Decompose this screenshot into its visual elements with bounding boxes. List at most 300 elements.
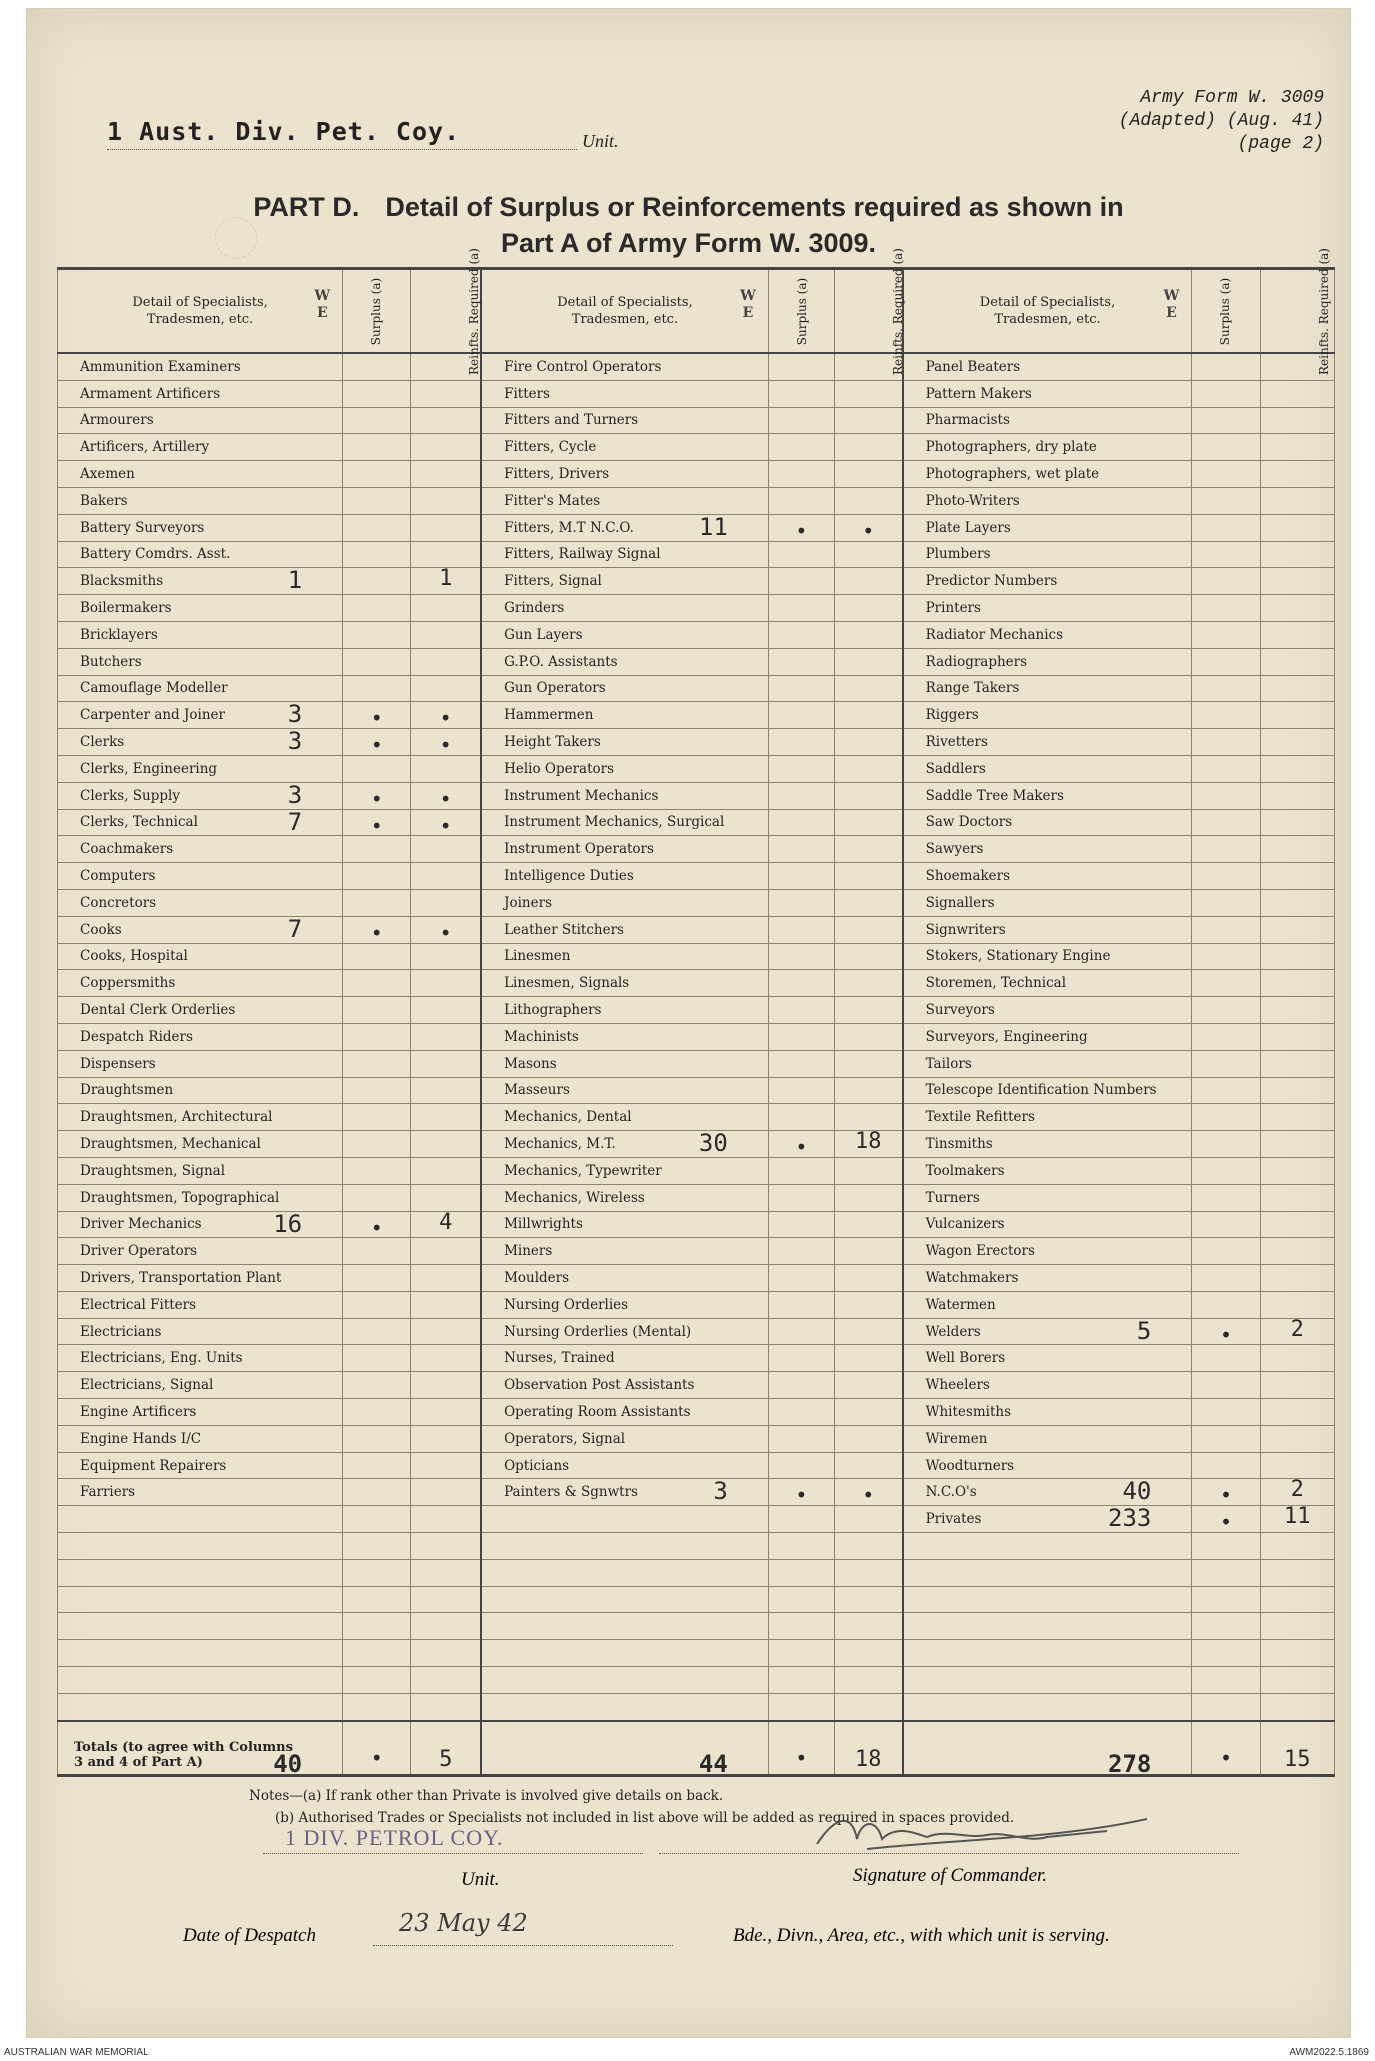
trade-name: Clerks, Technical [80, 814, 198, 831]
trade-cell [58, 863, 343, 890]
surplus-cell [343, 1050, 411, 1077]
reinfts-cell [411, 1399, 481, 1426]
reinfts-cell [1260, 1238, 1334, 1265]
surplus-cell [343, 514, 411, 541]
trade-name: Instrument Mechanics, Surgical [504, 814, 725, 831]
reinfts-cell [1260, 1104, 1334, 1131]
trade-name: Nursing Orderlies [504, 1296, 629, 1313]
surplus-cell [343, 487, 411, 514]
reinfts-cell [411, 380, 481, 407]
header-surplus-text: Surplus (a) [795, 277, 810, 345]
surplus-cell [343, 1131, 411, 1158]
header-reinfts [1260, 247, 1334, 375]
trade-cell [58, 1104, 343, 1131]
surplus-cell [1192, 1452, 1260, 1479]
unit-underline [107, 149, 577, 150]
trade-cell [58, 836, 343, 863]
surplus-cell [768, 1131, 834, 1158]
reinfts-cell [411, 461, 481, 488]
trade-name: Millwrights [504, 1216, 583, 1233]
reinfts-cell [1260, 1291, 1334, 1318]
totals-reinfts-cell [834, 1721, 902, 1776]
surplus-cell [768, 863, 834, 890]
reinfts-cell [411, 1104, 481, 1131]
trade-cell [58, 595, 343, 622]
surplus-cell [1192, 916, 1260, 943]
trade-cell [58, 916, 343, 943]
trade-cell [58, 809, 343, 836]
trade-cell [903, 1131, 1192, 1158]
trade-cell [58, 729, 343, 756]
surplus-cell [1192, 809, 1260, 836]
surplus-cell [1192, 595, 1260, 622]
reinfts-cell [834, 836, 902, 863]
reinfts-cell [411, 836, 481, 863]
trade-cell [481, 1533, 768, 1560]
trade-name: Electrical Fitters [80, 1296, 197, 1313]
trade-cell [58, 1452, 343, 1479]
reinfts-cell [834, 755, 902, 782]
trade-name: Textile Refitters [925, 1109, 1035, 1126]
trade-name: Privates [925, 1511, 982, 1528]
header-detail-line1: Detail of Specialists, [979, 295, 1116, 310]
surplus-mark: • [370, 733, 383, 758]
trade-name: Rivetters [925, 734, 988, 751]
trade-cell [481, 1613, 768, 1640]
trade-cell [481, 1238, 768, 1265]
reinfts-cell [834, 1050, 902, 1077]
trade-name: Wagon Erectors [925, 1243, 1035, 1260]
trade-name: Nursing Orderlies (Mental) [504, 1323, 692, 1340]
reinfts-cell [411, 1131, 481, 1158]
surplus-cell [343, 1104, 411, 1131]
trade-cell [481, 487, 768, 514]
reinfts-cell [834, 1586, 902, 1613]
note-b: (b) Authorised Trades or Specialists not included in list above will be added as required in spaces provided. [275, 1810, 1015, 1826]
header-e: E [1166, 305, 1177, 321]
trade-cell [481, 380, 768, 407]
reinfts-cell [1260, 1077, 1334, 1104]
surplus-cell [343, 1291, 411, 1318]
trade-name: Opticians [504, 1457, 570, 1474]
trade-name: Draughtsmen, Signal [80, 1162, 226, 1179]
trade-cell [481, 1265, 768, 1292]
surplus-cell [768, 1104, 834, 1131]
surplus-cell [1192, 487, 1260, 514]
surplus-cell [1192, 1586, 1260, 1613]
header-surplus-text: Surplus (a) [369, 277, 384, 345]
surplus-cell [1192, 1372, 1260, 1399]
trade-cell [481, 863, 768, 890]
header-e: E [316, 305, 328, 321]
table-row [58, 1559, 1335, 1586]
trade-name: Boilermakers [80, 600, 172, 617]
table-row [58, 595, 1335, 622]
trade-cell [58, 970, 343, 997]
reinfts-cell [411, 863, 481, 890]
reinfts-cell [1260, 1452, 1334, 1479]
table-row [58, 621, 1335, 648]
trade-cell [903, 1533, 1192, 1560]
surplus-cell [343, 1265, 411, 1292]
totals-surplus: • [1219, 1745, 1232, 1770]
trade-name: Despatch Riders [80, 1028, 193, 1045]
surplus-mark: • [370, 706, 383, 731]
trade-cell [481, 1372, 768, 1399]
trade-cell [58, 1586, 343, 1613]
trade-cell [481, 916, 768, 943]
reinfts-cell [411, 729, 481, 756]
trade-name: Draughtsmen, Mechanical [80, 1136, 261, 1152]
surplus-cell [768, 1693, 834, 1720]
surplus-cell [1192, 1265, 1260, 1292]
trade-name: Watermen [925, 1296, 996, 1313]
trade-cell [481, 1399, 768, 1426]
totals-row [58, 1721, 1335, 1776]
reinfts-cell [1260, 997, 1334, 1024]
form-ref-line: (Adapted) (Aug. 41) [1118, 111, 1324, 131]
surplus-cell [343, 1667, 411, 1694]
trade-name: Engine Artificers [80, 1403, 197, 1420]
trade-cell [903, 1157, 1192, 1184]
form-reference [1119, 87, 1324, 156]
reinfts-cell [411, 514, 481, 541]
surplus-cell [1192, 434, 1260, 461]
trade-cell [481, 675, 768, 702]
surplus-cell [343, 916, 411, 943]
reinfts-cell [411, 621, 481, 648]
trade-name: Photo-Writers [925, 492, 1020, 509]
surplus-cell [343, 1640, 411, 1667]
trade-name: Butchers [80, 653, 142, 670]
table-row [58, 1104, 1335, 1131]
trade-cell [58, 1157, 343, 1184]
surplus-cell [343, 434, 411, 461]
trade-cell [903, 595, 1192, 622]
trade-name: Well Borers [925, 1350, 1006, 1367]
table-row [58, 782, 1335, 809]
trade-cell [903, 1479, 1192, 1506]
trade-name: Joiners [504, 894, 553, 911]
trade-name: Sawyers [925, 841, 984, 858]
trade-cell [481, 434, 768, 461]
surplus-cell [768, 1184, 834, 1211]
surplus-cell [343, 1479, 411, 1506]
strength-value: 7 [287, 914, 303, 943]
surplus-cell [343, 353, 411, 380]
trade-cell [481, 1023, 768, 1050]
reinfts-cell [834, 1667, 902, 1694]
trade-name: Photographers, wet plate [925, 466, 1100, 483]
reinfts-cell [411, 407, 481, 434]
reinfts-cell [1260, 434, 1334, 461]
trade-name: Fitters, Cycle [504, 439, 597, 456]
reinfts-cell [834, 353, 902, 380]
surplus-cell [768, 595, 834, 622]
reinfts-cell [411, 1613, 481, 1640]
table-row [58, 729, 1335, 756]
reinfts-cell [411, 541, 481, 568]
trade-cell [58, 1077, 343, 1104]
reinfts-cell [834, 514, 902, 541]
trade-name: N.C.O's [925, 1484, 977, 1501]
trade-name: Welders [925, 1323, 981, 1340]
strength-value: 3 [287, 700, 303, 729]
surplus-cell [343, 1211, 411, 1238]
trade-cell [58, 1640, 343, 1667]
reinfts-cell [411, 1211, 481, 1238]
surplus-cell [1192, 889, 1260, 916]
reinfts-cell [1260, 1425, 1334, 1452]
table-row [58, 568, 1335, 595]
reinfts-cell [834, 889, 902, 916]
reinfts-cell [411, 1077, 481, 1104]
totals-reinfts: 5 [439, 1746, 453, 1772]
reinfts-cell [411, 1640, 481, 1667]
surplus-cell [343, 461, 411, 488]
reinfts-cell [1260, 461, 1334, 488]
reinfts-cell [834, 648, 902, 675]
date-value: 23 May 42 [399, 1909, 528, 1937]
surplus-cell [768, 1023, 834, 1050]
surplus-cell [768, 353, 834, 380]
reinfts-cell [1260, 1506, 1334, 1533]
trade-cell [903, 1345, 1192, 1372]
trade-cell [481, 1452, 768, 1479]
trade-name: Bakers [80, 492, 128, 509]
reinfts-cell [411, 889, 481, 916]
table-row [58, 1533, 1335, 1560]
reinfts-cell [411, 997, 481, 1024]
surplus-cell [1192, 675, 1260, 702]
surplus-cell [1192, 1157, 1260, 1184]
reinfts-cell [411, 970, 481, 997]
trade-cell [58, 1506, 343, 1533]
trade-cell [58, 1667, 343, 1694]
reinfts-cell [834, 621, 902, 648]
reinfts-cell [1260, 675, 1334, 702]
reinfts-cell [1260, 407, 1334, 434]
trade-name: Artificers, Artillery [80, 439, 210, 456]
trade-name: Fitters, Drivers [504, 466, 610, 483]
trade-name: Driver Operators [80, 1243, 198, 1260]
trade-cell [903, 943, 1192, 970]
surplus-cell [343, 568, 411, 595]
surplus-cell [768, 1399, 834, 1426]
trade-cell [903, 1265, 1192, 1292]
reinfts-cell [411, 595, 481, 622]
surplus-cell [343, 1345, 411, 1372]
surplus-cell [768, 487, 834, 514]
surplus-cell [1192, 541, 1260, 568]
reinfts-cell [834, 943, 902, 970]
trade-cell [903, 353, 1192, 380]
trade-cell [903, 1613, 1192, 1640]
surplus-cell [1192, 1506, 1260, 1533]
trade-cell [481, 568, 768, 595]
trade-cell [58, 1318, 343, 1345]
trade-cell [58, 1372, 343, 1399]
unit-label: Unit. [582, 131, 619, 151]
surplus-cell [1192, 1693, 1260, 1720]
surplus-cell [1192, 943, 1260, 970]
table-row [58, 1479, 1335, 1506]
reinfts-value: 1 [439, 566, 453, 592]
surplus-mark: • [370, 813, 383, 838]
reinfts-cell [1260, 541, 1334, 568]
trade-cell [481, 970, 768, 997]
specialists-table [57, 247, 1335, 1778]
title-line2: Part A of Army Form W. 3009. [500, 228, 877, 258]
trade-name: Wheelers [925, 1377, 990, 1394]
trade-name: Masseurs [504, 1082, 570, 1099]
surplus-cell [343, 541, 411, 568]
trade-name: Pharmacists [925, 412, 1010, 429]
totals-surplus: • [795, 1745, 808, 1770]
surplus-cell [1192, 782, 1260, 809]
surplus-cell [768, 782, 834, 809]
surplus-cell [768, 702, 834, 729]
trade-name: Armament Artificers [80, 385, 221, 402]
totals-surplus-cell [1192, 1721, 1260, 1776]
reinfts-cell [834, 1559, 902, 1586]
trade-name: Dispensers [80, 1055, 156, 1072]
surplus-mark: • [370, 786, 383, 811]
reinfts-cell [834, 1452, 902, 1479]
header-reinfts-text: Reinfts. Required (a) [890, 247, 905, 375]
header-detail-line2: Tradesmen, etc. [571, 312, 679, 327]
trade-name: Signallers [925, 894, 995, 911]
trade-name: Bricklayers [80, 626, 158, 643]
surplus-cell [768, 407, 834, 434]
reinfts-cell [1260, 1023, 1334, 1050]
surplus-cell [768, 648, 834, 675]
trade-name: Nurses, Trained [504, 1350, 615, 1367]
surplus-cell [768, 1667, 834, 1694]
reinfts-cell [411, 1479, 481, 1506]
surplus-cell [1192, 755, 1260, 782]
surplus-cell [768, 1452, 834, 1479]
trade-name: Fitters, M.T N.C.O. [504, 519, 634, 536]
reinfts-cell [1260, 1131, 1334, 1158]
surplus-cell [1192, 836, 1260, 863]
surplus-cell [343, 675, 411, 702]
table-row [58, 1452, 1335, 1479]
strength-value: 7 [287, 807, 303, 836]
surplus-cell [1192, 1238, 1260, 1265]
surplus-cell [768, 1425, 834, 1452]
trade-name: Coppersmiths [80, 975, 176, 992]
reinfts-cell [834, 1693, 902, 1720]
header-detail [481, 269, 768, 354]
trade-cell [481, 461, 768, 488]
surplus-cell [343, 1586, 411, 1613]
surplus-mark: • [795, 1483, 808, 1508]
trade-name: Stokers, Stationary Engine [925, 948, 1111, 965]
surplus-cell [1192, 407, 1260, 434]
title-part: PART D. [253, 192, 360, 222]
signature-label: Signature of Commander. [853, 1865, 1048, 1886]
reinfts-mark: • [439, 706, 452, 731]
note-a: Notes—(a) If rank other than Private is involved give details on back. [249, 1788, 724, 1804]
strength-value: 16 [273, 1209, 303, 1238]
reinfts-cell [834, 541, 902, 568]
reinfts-value: 11 [1284, 1504, 1311, 1530]
trade-name: Shoemakers [925, 868, 1011, 885]
trade-name: Fitters [504, 385, 550, 402]
surplus-cell [1192, 568, 1260, 595]
trade-cell [58, 889, 343, 916]
surplus-cell [343, 1157, 411, 1184]
header-detail-line2: Tradesmen, etc. [994, 312, 1101, 327]
surplus-mark: • [370, 920, 383, 945]
header-w: W [314, 288, 331, 304]
table-row [58, 1157, 1335, 1184]
reinfts-cell [834, 568, 902, 595]
trade-cell [58, 755, 343, 782]
table-row [58, 1211, 1335, 1238]
trade-name: Farriers [80, 1484, 136, 1501]
table-row [58, 675, 1335, 702]
reinfts-cell [834, 916, 902, 943]
trade-cell [481, 1157, 768, 1184]
surplus-cell [768, 755, 834, 782]
totals-strength: 44 [698, 1749, 728, 1778]
trade-name: Battery Surveyors [80, 519, 205, 536]
table-row [58, 353, 1335, 380]
trade-name: Pattern Makers [925, 385, 1032, 402]
surplus-cell [343, 863, 411, 890]
totals-reinfts: 15 [1284, 1746, 1311, 1772]
trade-cell [58, 1131, 343, 1158]
trade-cell [481, 1211, 768, 1238]
reinfts-cell [411, 1318, 481, 1345]
footer-strip [0, 2046, 1375, 2061]
surplus-cell [343, 970, 411, 997]
surplus-cell [768, 809, 834, 836]
trade-name: Clerks, Engineering [80, 760, 218, 777]
form-sheet [26, 8, 1351, 2038]
reinfts-cell [1260, 755, 1334, 782]
trade-cell [903, 1104, 1192, 1131]
trade-name: Watchmakers [925, 1269, 1019, 1286]
unit-stamp: 1 DIV. PETROL COY. [285, 1825, 504, 1850]
trade-name: Equipment Repairers [80, 1457, 227, 1474]
surplus-cell [1192, 1667, 1260, 1694]
header-w: W [740, 288, 756, 304]
table-row [58, 889, 1335, 916]
reinfts-cell [411, 755, 481, 782]
header-surplus [343, 269, 411, 354]
trade-cell [58, 1211, 343, 1238]
table-row [58, 1506, 1335, 1533]
reinfts-cell [1260, 1667, 1334, 1694]
reinfts-cell [1260, 1613, 1334, 1640]
reinfts-cell [1260, 514, 1334, 541]
trade-cell [903, 1050, 1192, 1077]
reinfts-cell [411, 353, 481, 380]
trade-cell [903, 889, 1192, 916]
surplus-cell [768, 889, 834, 916]
reinfts-cell [1260, 1533, 1334, 1560]
reinfts-cell [1260, 916, 1334, 943]
strength-value: 3 [287, 727, 303, 756]
table-row [58, 1399, 1335, 1426]
trade-name: Linesmen [504, 948, 571, 965]
trade-name: Electricians [80, 1323, 162, 1340]
trade-name: Driver Mechanics [80, 1216, 202, 1233]
surplus-cell [1192, 1211, 1260, 1238]
